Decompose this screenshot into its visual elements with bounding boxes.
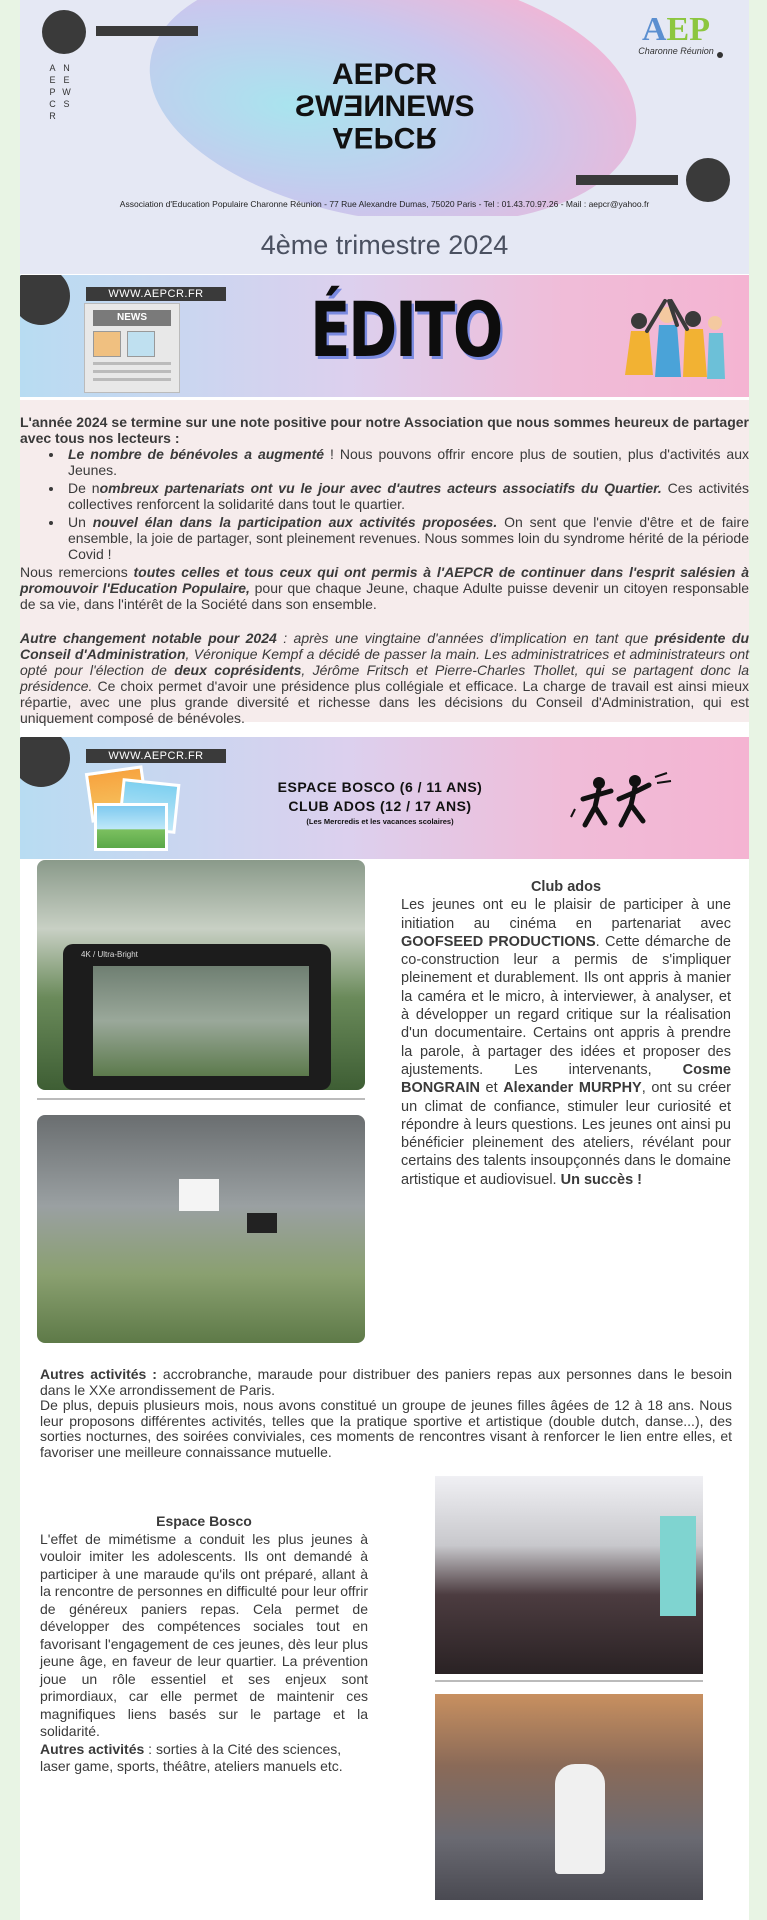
edito-body [20, 400, 750, 726]
banner-corner-dot [20, 737, 70, 787]
team-high-five-icon [617, 295, 727, 385]
camera-on-tripod [247, 1213, 277, 1233]
club-ados-title: Club ados [530, 879, 602, 895]
list-item: • Le nombre de bénévoles a augmenté ! Nous pouvons offrir encore plus de soutien, plus d'activités aux Jeunes. [64, 446, 749, 478]
logo-subtitle: Charonne Réunion [638, 46, 714, 56]
masthead-news-mirror: NEWS [294, 90, 385, 123]
light-softbox [179, 1179, 219, 1211]
camera-screen [63, 944, 331, 1090]
edito-change: Autre changement notable pour 2024 : après une vingtaine d'années d'implication en tant que présidente du Conseil d'Administration, Véronique Kempf a décidé de passer la main. Les administratrices et administrateurs ont opté pour l'élection de deux coprésidents, Jérôme Fritsch et Pierre-Charles Thollet, qui se partagent donc la présidence. Ce choix permet d'avoir une présidence plus collégiale et efficace. La charge de travail est ainsi mieux répartie, avec une plus grande diversité et richesse dans les décisions du Conseil d'Administration, qui est uniquement composé de bénévoles. [20, 630, 750, 726]
logo-mark-a: A [641, 11, 667, 48]
list-item: • De nombreux partenariats ont vu le jour avec d'autres acteurs associatifs du Quartier. Ces activités collectives renforcent la solidarité dans tout le quartier. [64, 480, 749, 512]
photo-espace-bosco-group [435, 1476, 703, 1674]
masthead-news: NEWS [384, 90, 475, 123]
masthead-news-row [20, 90, 749, 124]
photo-club-ados-filming [37, 1115, 365, 1343]
edito-intro: L'année 2024 se termine sur une note positive pour notre Association que nous sommes heureux de partager avec tous nos lecteurs : [20, 414, 749, 446]
photo-separator [37, 1098, 365, 1100]
edito-bullets [64, 446, 749, 562]
autres-activites: Autres activités : accrobranche, maraude pour distribuer des paniers repas aux personnes dans le besoin dans le XXe arrondissement de Paris. De plus, depuis plusieurs mois, nous avons constitué un groupe de jeunes filles âgées de 12 à 18 ans. Nous leur proposons différentes activités, telles que la pratique sportive et artistique (double dutch, danse...), des sorties nocturnes, des soirées conviviales, ces moments de rencontres visant à renforcer le lien entre elles, et favoriser une meilleure connaissance mutuelle. [40, 1366, 733, 1460]
decor-dot-top-left [42, 10, 86, 54]
espace-bosco-body: L'effet de mimétisme a conduit les plus jeunes à vouloir imiter les adolescents. Ils ont demandé à participer à une maraude qu'ils ont préparé, allant à la rencontre de personnes en difficulté pour leur offrir de généreux paniers repas. Cela permet de développer des compétences sociales tout en favorisant l'engagement de ces jeunes, dès leur plus jeune âge, en faveur de leur quartier. La prévention joue un rôle essentiel et ses enjeux sont primordiaux, car elle permet de maintenir ces magnifiques liens basés sur le partage et la solidarité. [40, 1530, 368, 1739]
espace-bosco-article [40, 1513, 368, 1776]
banner-line-bosco: ESPACE BOSCO (6 / 11 ANS) [277, 779, 483, 795]
decor-bar-top [96, 26, 198, 36]
photo-club-ados-camera [37, 860, 365, 1090]
masthead [20, 0, 749, 216]
list-item: • Un nouvel élan dans la participation aux activités proposées. On sent que l'envie d'être et de faire ensemble, la joie de partager, sont pleinement revenues. Nous sommes loin du syndrome hérité de la période Covid ! [64, 514, 749, 562]
decor-bar-bottom [576, 175, 678, 185]
website-url[interactable]: WWW.AEPCR.FR [86, 749, 226, 763]
banner-line-ados: CLUB ADOS (12 / 17 ANS) [288, 798, 472, 814]
club-ados-article [401, 878, 731, 1189]
website-url[interactable]: WWW.AEPCR.FR [86, 287, 226, 301]
masthead-title: AEPCR [331, 58, 437, 91]
teal-door [660, 1516, 696, 1616]
vertical-aepcr: A E P C R [49, 63, 57, 121]
association-address: Association d'Education Populaire Charonne Réunion - 77 Rue Alexandre Dumas, 75020 Paris - Tel : 01.43.70.97.26 - Mail : aepcr@yahoo.fr [119, 199, 650, 209]
bosco-banner-title [250, 779, 510, 826]
photo-separator [435, 1680, 703, 1682]
logo-dot [717, 52, 723, 58]
masthead-title-upside: AEPCR [331, 121, 437, 154]
camera-label: 4K / Ultra-Bright [81, 950, 138, 959]
club-ados-body: Les jeunes ont eu le plaisir de participer à une initiation au cinéma en partenariat avec GOOFSEED PRODUCTIONS. Cette démarche de co-construction leur a permis de s'impliquer pleinement et durablement. Ils ont appris à manier la caméra et le micro, à interviewer, à analyser, et à développer un regard critique sur la réalisation d'un documentaire. Certains ont appris à prendre la parole, à partager des idées et proposer des ajustements. Les intervenants, Cosme BONGRAIN et Alexander MURPHY, ont su créer un climat de confiance, stimuler leur curiosité et répondre à leurs questions. Les jeunes ont ainsi pu bénéficier pleinement des ateliers, révélant pour certains des talents insoupçonnés dans le domaine artistique et audiovisuel. Un succès ! [401, 897, 731, 1188]
issue-quarter: 4ème trimestre 2024 [20, 216, 749, 274]
child-figure [555, 1764, 605, 1874]
autres-label: Autres activités : [40, 1366, 157, 1382]
decor-dot-bottom-right [686, 158, 730, 202]
photo-espace-bosco-maraude [435, 1694, 703, 1900]
espace-bosco-title: Espace Bosco [156, 1513, 252, 1529]
newspaper-illustration [84, 303, 180, 393]
aep-logo [631, 11, 721, 64]
bosco-banner [20, 737, 749, 859]
vertical-news: N E W S [62, 63, 72, 109]
banner-line-schedule: (Les Mercredis et les vacances scolaires) [306, 817, 454, 826]
autres-girls-group: De plus, depuis plusieurs mois, nous avons constitué un groupe de jeunes filles âgées de 12 à 18 ans. Nous leur proposons différentes activités, telles que la pratique sportive et artistique (double dutch, danse...), des sorties nocturnes, des soirées conviviales, ces moments de rencontres visant à renforcer le lien entre elles, et favoriser une meilleure connaissance mutuelle. [40, 1397, 732, 1460]
edito-title: ÉDITO [310, 285, 501, 374]
edito-banner [20, 275, 749, 397]
running-kids-icon [569, 769, 679, 833]
newspaper-label: NEWS [93, 310, 171, 326]
newsletter-page [20, 0, 749, 1920]
logo-mark-rest: EP [666, 11, 710, 48]
photos-illustration [84, 763, 186, 855]
banner-corner-dot [20, 275, 70, 325]
espace-bosco-other: Autres activités : sorties à la Cité des sciences, laser game, sports, théâtre, ateliers manuels etc. [40, 1740, 343, 1774]
edito-thanks: Nous remercions toutes celles et tous ceux qui ont permis à l'AEPCR de continuer dans l'esprit salésien à promouvoir l'Education Populaire, pour que chaque Jeune, chaque Adulte puisse devenir un citoyen responsable de sa vie, dans l'intérêt de la Société dans son ensemble. [20, 564, 749, 612]
